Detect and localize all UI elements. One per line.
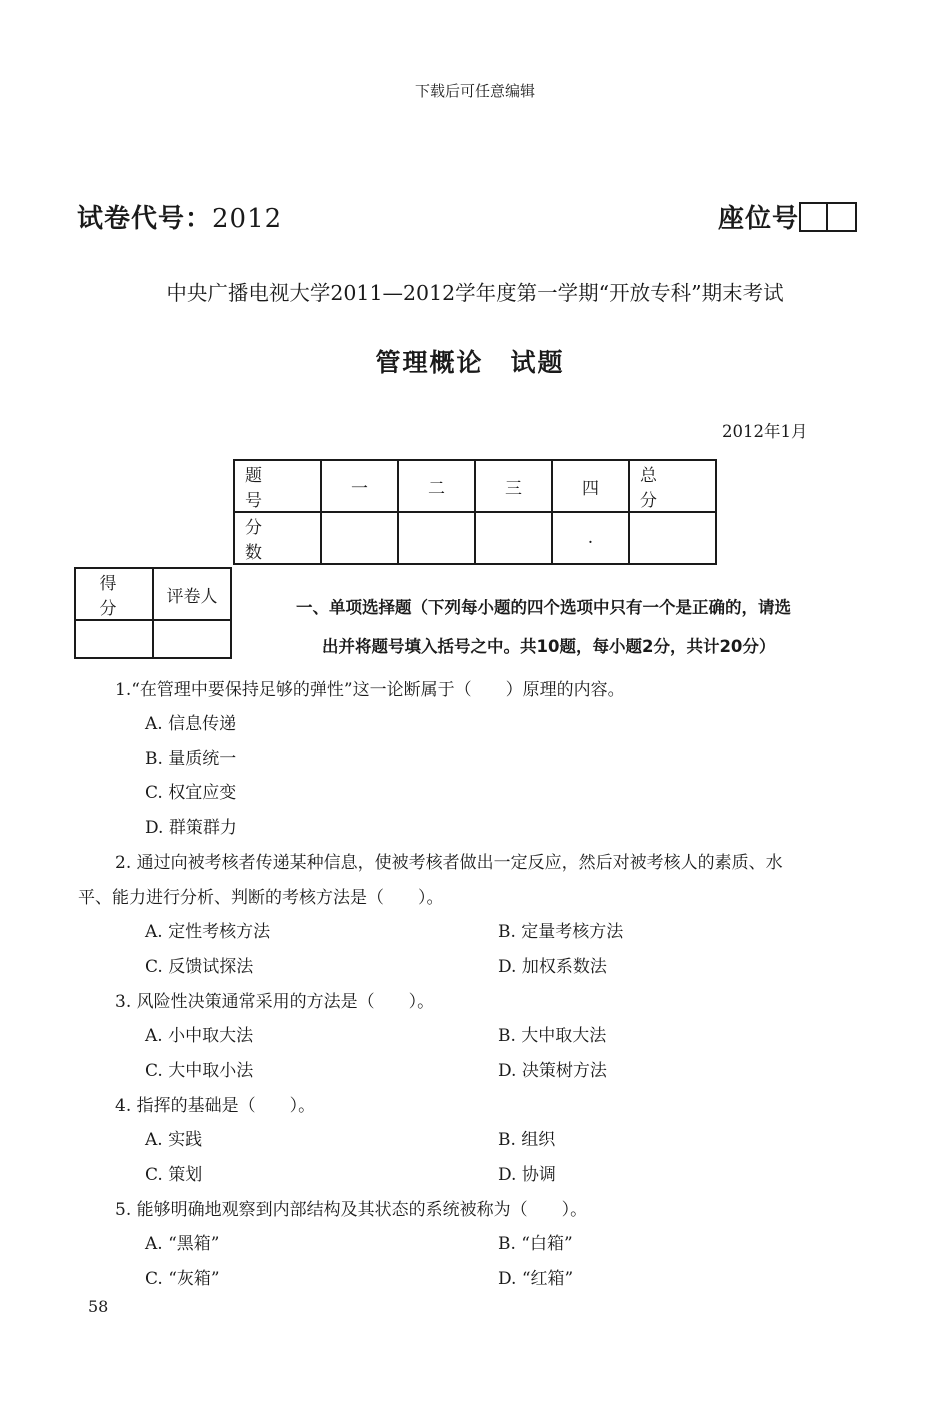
option-c: C. 策划 xyxy=(145,1165,203,1185)
question-stem: 1.“在管理中要保持足够的弹性”这一论断属于（ ）原理的内容。 xyxy=(115,680,625,700)
seat-box xyxy=(828,202,857,232)
score-cell xyxy=(629,512,716,564)
score-header-cell: 三 xyxy=(475,460,552,512)
option-b: B. “白箱” xyxy=(498,1234,573,1254)
seat-number-label: 座位号 xyxy=(718,204,800,234)
grader-cell xyxy=(153,620,231,658)
grader-table-header-row xyxy=(75,568,231,620)
question-stem: 4. 指挥的基础是（ ）。 xyxy=(115,1096,316,1116)
option-a: A. “黑箱” xyxy=(145,1234,220,1254)
option-d: D. 加权系数法 xyxy=(498,957,607,977)
score-header-cell: 四 xyxy=(552,460,629,512)
exam-date: 2012年1月 xyxy=(722,422,808,441)
score-cell xyxy=(475,512,552,564)
score-table-score-row xyxy=(234,512,716,564)
option-d: D. 协调 xyxy=(498,1165,556,1185)
watermark-text: 下载后可任意编辑 xyxy=(414,82,535,100)
score-header-cell: 一 xyxy=(321,460,398,512)
paper-code-label: 试卷代号： xyxy=(77,204,213,234)
grader-header-cell: 得 分 xyxy=(75,568,153,620)
score-cell: . xyxy=(552,512,629,564)
score-header-cell: 题 号 xyxy=(234,460,321,512)
option-d: D. 群策群力 xyxy=(145,818,237,838)
option-d: D. “红箱” xyxy=(498,1269,574,1289)
option-d: D. 决策树方法 xyxy=(498,1061,607,1081)
option-a: A. 小中取大法 xyxy=(145,1026,254,1046)
option-b: B. 大中取大法 xyxy=(498,1026,607,1046)
option-b: B. 组织 xyxy=(498,1130,556,1150)
option-c: C. 大中取小法 xyxy=(145,1061,254,1081)
score-cell xyxy=(321,512,398,564)
seat-number xyxy=(718,198,857,235)
seat-box xyxy=(799,202,828,232)
paper-code xyxy=(77,198,282,235)
question-stem: 2. 通过向被考核者传递某种信息，使被考核者做出一定反应，然后对被考核人的素质、水 xyxy=(115,853,783,873)
grader-table-blank-row xyxy=(75,620,231,658)
score-header-cell: 二 xyxy=(398,460,475,512)
score-row-label: 分 数 xyxy=(234,512,321,564)
exam-title: 中央广播电视大学2011—2012学年度第一学期“开放专科”期末考试 xyxy=(166,281,784,305)
section-heading-continued: 出并将题号填入括号之中。共10题，每小题2分，共计20分） xyxy=(322,637,776,656)
option-a: A. 定性考核方法 xyxy=(145,922,271,942)
option-c: C. “灰箱” xyxy=(145,1269,220,1289)
option-a: A. 信息传递 xyxy=(145,714,237,734)
question-stem: 3. 风险性决策通常采用的方法是（ ）。 xyxy=(115,992,435,1012)
paper-title: 管理概论 试题 xyxy=(375,348,565,377)
score-table-header-row xyxy=(234,460,716,512)
score-header-cell: 总 分 xyxy=(629,460,716,512)
question-stem: 5. 能够明确地观察到内部结构及其状态的系统被称为（ ）。 xyxy=(115,1200,588,1220)
paper-code-value: 2012 xyxy=(212,204,283,234)
page-number: 58 xyxy=(88,1297,109,1316)
option-a: A. 实践 xyxy=(145,1130,203,1150)
option-c: C. 反馈试探法 xyxy=(145,957,254,977)
grader-table xyxy=(74,567,232,659)
score-table xyxy=(233,459,717,565)
score-cell xyxy=(398,512,475,564)
grader-header-cell: 评卷人 xyxy=(153,568,231,620)
grader-cell xyxy=(75,620,153,658)
option-c: C. 权宜应变 xyxy=(145,783,237,803)
option-b: B. 定量考核方法 xyxy=(498,922,624,942)
section-heading: 一、单项选择题（下列每小题的四个选项中只有一个是正确的，请选 xyxy=(296,598,791,617)
option-b: B. 量质统一 xyxy=(145,749,237,769)
question-stem-continued: 平、能力进行分析、判断的考核方法是（ ）。 xyxy=(78,888,444,908)
